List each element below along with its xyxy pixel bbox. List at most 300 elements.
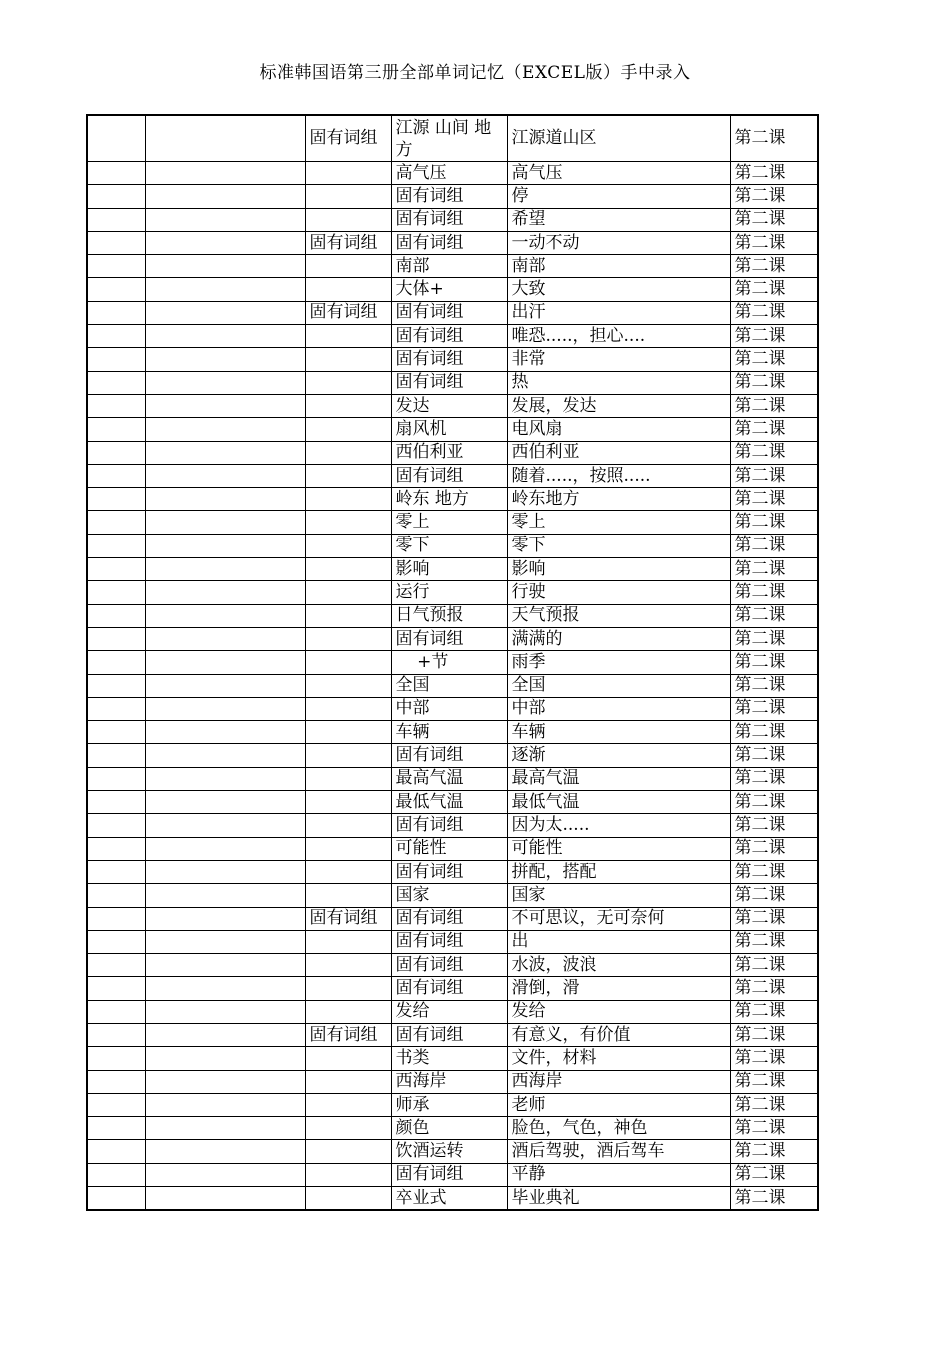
cell-lesson[interactable]: 第二课 [730, 977, 818, 1000]
cell-meaning[interactable]: 雨季 [507, 651, 730, 674]
cell-blank-b[interactable] [145, 394, 305, 417]
cell-korean-gloss[interactable]: 岭东 地方 [391, 488, 507, 511]
cell-lesson[interactable]: 第二课 [730, 627, 818, 650]
cell-meaning[interactable]: 中部 [507, 697, 730, 720]
cell-word-type[interactable] [305, 558, 391, 581]
cell-lesson[interactable]: 第二课 [730, 651, 818, 674]
cell-word-type[interactable] [305, 394, 391, 417]
cell-meaning[interactable]: 毕业典礼 [507, 1187, 730, 1211]
cell-meaning[interactable]: 随着.....，按照..... [507, 464, 730, 487]
cell-meaning[interactable]: 热 [507, 371, 730, 394]
cell-meaning[interactable]: 行驶 [507, 581, 730, 604]
cell-korean-gloss[interactable]: 固有词组 [391, 185, 507, 208]
cell-word-type[interactable] [305, 627, 391, 650]
cell-korean-gloss[interactable]: 高气压 [391, 162, 507, 185]
cell-lesson[interactable]: 第二课 [730, 301, 818, 324]
cell-blank-b[interactable] [145, 767, 305, 790]
cell-meaning[interactable]: 平静 [507, 1163, 730, 1186]
cell-word-type[interactable] [305, 1047, 391, 1070]
cell-meaning[interactable]: 零上 [507, 511, 730, 534]
cell-korean-gloss[interactable]: 固有词组 [391, 371, 507, 394]
cell-lesson[interactable]: 第二课 [730, 534, 818, 557]
cell-blank-b[interactable] [145, 791, 305, 814]
cell-korean-gloss[interactable]: 影响 [391, 558, 507, 581]
cell-blank-a[interactable] [87, 394, 145, 417]
cell-meaning[interactable]: 唯恐.....，担心.... [507, 325, 730, 348]
cell-korean-gloss[interactable]: 固有词组 [391, 1163, 507, 1186]
cell-blank-a[interactable] [87, 162, 145, 185]
cell-word-type[interactable] [305, 255, 391, 278]
cell-lesson[interactable]: 第二课 [730, 767, 818, 790]
cell-meaning[interactable]: 天气预报 [507, 604, 730, 627]
cell-lesson[interactable]: 第二课 [730, 558, 818, 581]
cell-korean-gloss[interactable]: 固有词组 [391, 860, 507, 883]
cell-meaning[interactable]: 拼配，搭配 [507, 860, 730, 883]
table-row [87, 558, 818, 581]
cell-meaning[interactable]: 逐渐 [507, 744, 730, 767]
cell-word-type[interactable] [305, 651, 391, 674]
cell-lesson[interactable]: 第二课 [730, 255, 818, 278]
cell-meaning[interactable]: 停 [507, 185, 730, 208]
cell-word-type[interactable] [305, 977, 391, 1000]
cell-lesson[interactable]: 第二课 [730, 791, 818, 814]
cell-lesson[interactable]: 第二课 [730, 1047, 818, 1070]
cell-blank-b[interactable] [145, 814, 305, 837]
cell-korean-gloss[interactable]: 国家 [391, 884, 507, 907]
cell-blank-b[interactable] [145, 837, 305, 860]
cell-blank-b[interactable] [145, 1140, 305, 1163]
table-row [87, 1140, 818, 1163]
cell-lesson[interactable]: 第二课 [730, 674, 818, 697]
table-row [87, 1023, 818, 1046]
cell-korean-gloss[interactable]: 扇风机 [391, 418, 507, 441]
cell-blank-b[interactable] [145, 511, 305, 534]
cell-word-type[interactable] [305, 581, 391, 604]
cell-korean-gloss[interactable]: 发给 [391, 1000, 507, 1023]
cell-blank-b[interactable] [145, 534, 305, 557]
cell-word-type[interactable] [305, 441, 391, 464]
cell-lesson[interactable]: 第二课 [730, 371, 818, 394]
cell-word-type[interactable] [305, 884, 391, 907]
cell-word-type[interactable] [305, 1140, 391, 1163]
cell-meaning[interactable]: 不可思议，无可奈何 [507, 907, 730, 930]
cell-lesson[interactable]: 第二课 [730, 1070, 818, 1093]
cell-blank-b[interactable] [145, 954, 305, 977]
table-row [87, 1000, 818, 1023]
cell-blank-b[interactable] [145, 325, 305, 348]
cell-word-type[interactable] [305, 954, 391, 977]
table-row [87, 231, 818, 254]
table-row [87, 907, 818, 930]
cell-word-type[interactable] [305, 325, 391, 348]
cell-blank-a[interactable] [87, 534, 145, 557]
table-row [87, 744, 818, 767]
cell-meaning[interactable]: 零下 [507, 534, 730, 557]
cell-korean-gloss[interactable]: 零下 [391, 534, 507, 557]
cell-korean-gloss[interactable]: 中部 [391, 697, 507, 720]
table-row [87, 208, 818, 231]
cell-lesson[interactable]: 第二课 [730, 1163, 818, 1186]
cell-blank-a[interactable] [87, 1187, 145, 1211]
cell-blank-b[interactable] [145, 348, 305, 371]
cell-korean-gloss[interactable]: 卒业式 [391, 1187, 507, 1211]
cell-word-type[interactable] [305, 534, 391, 557]
cell-blank-b[interactable] [145, 977, 305, 1000]
cell-lesson[interactable]: 第二课 [730, 348, 818, 371]
cell-meaning[interactable]: 滑倒，滑 [507, 977, 730, 1000]
table-row [87, 604, 818, 627]
cell-blank-a[interactable] [87, 837, 145, 860]
cell-lesson[interactable]: 第二课 [730, 185, 818, 208]
cell-korean-gloss[interactable]: 南部 [391, 255, 507, 278]
cell-blank-a[interactable] [87, 348, 145, 371]
cell-meaning[interactable]: 有意义，有价值 [507, 1023, 730, 1046]
cell-korean-gloss[interactable]: 西海岸 [391, 1070, 507, 1093]
cell-blank-b[interactable] [145, 907, 305, 930]
cell-lesson[interactable]: 第二课 [730, 744, 818, 767]
cell-blank-a[interactable] [87, 581, 145, 604]
cell-korean-gloss[interactable]: 固有词组 [391, 208, 507, 231]
cell-meaning[interactable]: 满满的 [507, 627, 730, 650]
cell-word-type[interactable] [305, 1187, 391, 1211]
cell-meaning[interactable]: 出 [507, 930, 730, 953]
cell-lesson[interactable]: 第二课 [730, 907, 818, 930]
cell-blank-a[interactable] [87, 744, 145, 767]
cell-blank-a[interactable] [87, 255, 145, 278]
cell-blank-a[interactable] [87, 674, 145, 697]
cell-blank-b[interactable] [145, 371, 305, 394]
cell-korean-gloss[interactable]: 固有词组 [391, 464, 507, 487]
cell-korean-gloss[interactable]: 零上 [391, 511, 507, 534]
cell-meaning[interactable]: 最低气温 [507, 791, 730, 814]
cell-blank-a[interactable] [87, 185, 145, 208]
page-title: 标准韩国语第三册全部单词记忆（EXCEL版）手中录入 [259, 63, 691, 83]
cell-blank-a[interactable] [87, 208, 145, 231]
cell-meaning[interactable]: 车辆 [507, 721, 730, 744]
cell-word-type[interactable] [305, 278, 391, 301]
cell-word-type[interactable] [305, 1070, 391, 1093]
cell-lesson[interactable]: 第二课 [730, 115, 818, 162]
cell-meaning[interactable]: 一动不动 [507, 231, 730, 254]
cell-meaning[interactable]: 电风扇 [507, 418, 730, 441]
cell-lesson[interactable]: 第二课 [730, 464, 818, 487]
cell-blank-a[interactable] [87, 791, 145, 814]
cell-lesson[interactable]: 第二课 [730, 954, 818, 977]
cell-korean-gloss[interactable]: 固有词组 [391, 930, 507, 953]
cell-korean-gloss[interactable]: 运行 [391, 581, 507, 604]
cell-lesson[interactable]: 第二课 [730, 418, 818, 441]
table-row [87, 278, 818, 301]
table-row [87, 1117, 818, 1140]
cell-lesson[interactable]: 第二课 [730, 884, 818, 907]
cell-meaning[interactable]: 南部 [507, 255, 730, 278]
cell-blank-a[interactable] [87, 441, 145, 464]
cell-blank-a[interactable] [87, 977, 145, 1000]
table-row [87, 325, 818, 348]
cell-lesson[interactable]: 第二课 [730, 1093, 818, 1116]
cell-korean-gloss[interactable]: 颜色 [391, 1117, 507, 1140]
cell-meaning[interactable]: 水波，波浪 [507, 954, 730, 977]
table-row [87, 301, 818, 324]
cell-lesson[interactable]: 第二课 [730, 721, 818, 744]
cell-lesson[interactable]: 第二课 [730, 394, 818, 417]
cell-blank-b[interactable] [145, 441, 305, 464]
cell-lesson[interactable]: 第二课 [730, 814, 818, 837]
cell-word-type[interactable] [305, 930, 391, 953]
cell-blank-b[interactable] [145, 1163, 305, 1186]
cell-word-type[interactable] [305, 697, 391, 720]
cell-blank-a[interactable] [87, 1000, 145, 1023]
cell-blank-a[interactable] [87, 604, 145, 627]
cell-blank-a[interactable] [87, 884, 145, 907]
cell-blank-a[interactable] [87, 1070, 145, 1093]
cell-word-type[interactable] [305, 371, 391, 394]
cell-meaning[interactable]: 发给 [507, 1000, 730, 1023]
cell-meaning[interactable]: 国家 [507, 884, 730, 907]
cell-blank-b[interactable] [145, 558, 305, 581]
cell-blank-b[interactable] [145, 255, 305, 278]
cell-word-type[interactable] [305, 1000, 391, 1023]
cell-word-type[interactable] [305, 744, 391, 767]
cell-lesson[interactable]: 第二课 [730, 837, 818, 860]
cell-korean-gloss[interactable]: 最低气温 [391, 791, 507, 814]
table-row [87, 860, 818, 883]
table-row [87, 651, 818, 674]
cell-blank-b[interactable] [145, 651, 305, 674]
cell-word-type[interactable] [305, 162, 391, 185]
cell-lesson[interactable]: 第二课 [730, 860, 818, 883]
cell-blank-a[interactable] [87, 231, 145, 254]
cell-korean-gloss[interactable]: 师承 [391, 1093, 507, 1116]
cell-korean-gloss[interactable]: 饮酒运转 [391, 1140, 507, 1163]
cell-meaning[interactable]: 脸色，气色，神色 [507, 1117, 730, 1140]
cell-meaning[interactable]: 最高气温 [507, 767, 730, 790]
cell-blank-b[interactable] [145, 1187, 305, 1211]
cell-meaning[interactable]: 酒后驾驶，酒后驾车 [507, 1140, 730, 1163]
cell-lesson[interactable]: 第二课 [730, 441, 818, 464]
cell-word-type[interactable] [305, 837, 391, 860]
cell-blank-a[interactable] [87, 930, 145, 953]
cell-lesson[interactable]: 第二课 [730, 208, 818, 231]
cell-blank-b[interactable] [145, 1000, 305, 1023]
cell-word-type[interactable] [305, 1093, 391, 1116]
cell-blank-a[interactable] [87, 115, 145, 162]
cell-word-type[interactable] [305, 767, 391, 790]
cell-korean-gloss[interactable]: 全国 [391, 674, 507, 697]
cell-blank-b[interactable] [145, 1047, 305, 1070]
cell-blank-a[interactable] [87, 1023, 145, 1046]
cell-blank-a[interactable] [87, 278, 145, 301]
cell-blank-a[interactable] [87, 325, 145, 348]
cell-blank-b[interactable] [145, 721, 305, 744]
cell-blank-a[interactable] [87, 1047, 145, 1070]
cell-lesson[interactable]: 第二课 [730, 231, 818, 254]
cell-word-type[interactable]: 固有词组 [305, 1023, 391, 1046]
cell-blank-b[interactable] [145, 884, 305, 907]
cell-blank-a[interactable] [87, 954, 145, 977]
cell-word-type[interactable]: 固有词组 [305, 907, 391, 930]
cell-blank-b[interactable] [145, 418, 305, 441]
cell-word-type[interactable] [305, 464, 391, 487]
cell-blank-a[interactable] [87, 860, 145, 883]
table-row [87, 791, 818, 814]
cell-word-type[interactable] [305, 488, 391, 511]
cell-korean-gloss[interactable]: 固有词组 [391, 1023, 507, 1046]
cell-korean-gloss[interactable]: 固有词组 [391, 814, 507, 837]
table-row [87, 464, 818, 487]
cell-word-type[interactable] [305, 511, 391, 534]
cell-meaning[interactable]: 影响 [507, 558, 730, 581]
cell-korean-gloss[interactable]: 固有词组 [391, 954, 507, 977]
cell-word-type[interactable] [305, 674, 391, 697]
cell-blank-b[interactable] [145, 231, 305, 254]
cell-word-type[interactable] [305, 418, 391, 441]
cell-lesson[interactable]: 第二课 [730, 697, 818, 720]
cell-korean-gloss[interactable]: 书类 [391, 1047, 507, 1070]
cell-lesson[interactable]: 第二课 [730, 278, 818, 301]
cell-meaning[interactable]: 可能性 [507, 837, 730, 860]
cell-blank-a[interactable] [87, 1093, 145, 1116]
cell-meaning[interactable]: 老师 [507, 1093, 730, 1116]
cell-meaning[interactable]: 发展，发达 [507, 394, 730, 417]
cell-korean-gloss[interactable]: 固有词组 [391, 907, 507, 930]
cell-blank-b[interactable] [145, 185, 305, 208]
cell-blank-a[interactable] [87, 558, 145, 581]
cell-meaning[interactable]: 大致 [507, 278, 730, 301]
cell-blank-a[interactable] [87, 814, 145, 837]
cell-blank-b[interactable] [145, 208, 305, 231]
cell-blank-b[interactable] [145, 115, 305, 162]
cell-word-type[interactable] [305, 1163, 391, 1186]
cell-korean-gloss[interactable]: 最高气温 [391, 767, 507, 790]
cell-lesson[interactable]: 第二课 [730, 1187, 818, 1211]
cell-lesson[interactable]: 第二课 [730, 1000, 818, 1023]
cell-meaning[interactable]: 文件，材料 [507, 1047, 730, 1070]
cell-word-type[interactable] [305, 791, 391, 814]
cell-word-type[interactable] [305, 860, 391, 883]
cell-blank-b[interactable] [145, 301, 305, 324]
cell-word-type[interactable] [305, 348, 391, 371]
cell-meaning[interactable]: 非常 [507, 348, 730, 371]
cell-blank-b[interactable] [145, 581, 305, 604]
table-row [87, 837, 818, 860]
cell-blank-b[interactable] [145, 278, 305, 301]
cell-lesson[interactable]: 第二课 [730, 162, 818, 185]
cell-korean-gloss[interactable]: 固有词组 [391, 977, 507, 1000]
cell-korean-gloss[interactable]: 日气预报 [391, 604, 507, 627]
cell-blank-a[interactable] [87, 301, 145, 324]
cell-blank-b[interactable] [145, 627, 305, 650]
cell-blank-b[interactable] [145, 697, 305, 720]
cell-korean-gloss[interactable]: 固有词组 [391, 301, 507, 324]
cell-lesson[interactable]: 第二课 [730, 930, 818, 953]
cell-blank-b[interactable] [145, 674, 305, 697]
cell-lesson[interactable]: 第二课 [730, 511, 818, 534]
cell-meaning[interactable]: 出汗 [507, 301, 730, 324]
cell-blank-b[interactable] [145, 1070, 305, 1093]
cell-blank-b[interactable] [145, 488, 305, 511]
cell-word-type[interactable] [305, 1117, 391, 1140]
cell-blank-a[interactable] [87, 1163, 145, 1186]
cell-korean-gloss[interactable]: 西伯利亚 [391, 441, 507, 464]
cell-word-type[interactable] [305, 814, 391, 837]
vocabulary-table [86, 114, 819, 1211]
cell-blank-a[interactable] [87, 767, 145, 790]
cell-word-type[interactable] [305, 208, 391, 231]
cell-blank-a[interactable] [87, 1140, 145, 1163]
cell-blank-b[interactable] [145, 860, 305, 883]
cell-korean-gloss[interactable]: 固有词组 [391, 231, 507, 254]
cell-korean-gloss[interactable]: 固有词组 [391, 744, 507, 767]
cell-meaning[interactable]: 西海岸 [507, 1070, 730, 1093]
cell-blank-a[interactable] [87, 464, 145, 487]
cell-blank-b[interactable] [145, 744, 305, 767]
cell-lesson[interactable]: 第二课 [730, 325, 818, 348]
cell-blank-b[interactable] [145, 1023, 305, 1046]
cell-meaning[interactable]: 因为太..... [507, 814, 730, 837]
cell-blank-a[interactable] [87, 488, 145, 511]
cell-blank-a[interactable] [87, 721, 145, 744]
cell-korean-gloss[interactable]: +节 [391, 651, 507, 674]
cell-blank-b[interactable] [145, 1093, 305, 1116]
cell-meaning[interactable]: 岭东地方 [507, 488, 730, 511]
cell-korean-gloss[interactable]: 固有词组 [391, 325, 507, 348]
cell-lesson[interactable]: 第二课 [730, 1140, 818, 1163]
cell-korean-gloss[interactable]: 发达 [391, 394, 507, 417]
cell-blank-b[interactable] [145, 930, 305, 953]
cell-word-type[interactable] [305, 604, 391, 627]
cell-blank-a[interactable] [87, 418, 145, 441]
cell-blank-b[interactable] [145, 464, 305, 487]
cell-lesson[interactable]: 第二课 [730, 1023, 818, 1046]
cell-korean-gloss[interactable]: 固有词组 [391, 627, 507, 650]
cell-word-type[interactable] [305, 721, 391, 744]
table-row [87, 488, 818, 511]
cell-blank-a[interactable] [87, 907, 145, 930]
cell-korean-gloss[interactable]: 江源 山间 地方 [391, 115, 507, 162]
cell-word-type[interactable] [305, 185, 391, 208]
table-row [87, 627, 818, 650]
table-row [87, 1163, 818, 1186]
cell-blank-b[interactable] [145, 162, 305, 185]
cell-word-type[interactable]: 固有词组 [305, 115, 391, 162]
cell-korean-gloss[interactable]: 大体+ [391, 278, 507, 301]
cell-meaning[interactable]: 江源道山区 [507, 115, 730, 162]
cell-blank-a[interactable] [87, 371, 145, 394]
cell-lesson[interactable]: 第二课 [730, 488, 818, 511]
cell-meaning[interactable]: 高气压 [507, 162, 730, 185]
cell-blank-a[interactable] [87, 697, 145, 720]
cell-blank-a[interactable] [87, 627, 145, 650]
cell-blank-b[interactable] [145, 1117, 305, 1140]
cell-meaning[interactable]: 希望 [507, 208, 730, 231]
cell-blank-a[interactable] [87, 1117, 145, 1140]
cell-blank-a[interactable] [87, 651, 145, 674]
cell-blank-a[interactable] [87, 511, 145, 534]
table-row [87, 394, 818, 417]
cell-lesson[interactable]: 第二课 [730, 581, 818, 604]
cell-korean-gloss[interactable]: 车辆 [391, 721, 507, 744]
cell-meaning[interactable]: 西伯利亚 [507, 441, 730, 464]
cell-korean-gloss[interactable]: 可能性 [391, 837, 507, 860]
cell-lesson[interactable]: 第二课 [730, 604, 818, 627]
cell-word-type[interactable]: 固有词组 [305, 231, 391, 254]
cell-blank-b[interactable] [145, 604, 305, 627]
cell-word-type[interactable]: 固有词组 [305, 301, 391, 324]
cell-meaning[interactable]: 全国 [507, 674, 730, 697]
cell-korean-gloss[interactable]: 固有词组 [391, 348, 507, 371]
cell-lesson[interactable]: 第二课 [730, 1117, 818, 1140]
